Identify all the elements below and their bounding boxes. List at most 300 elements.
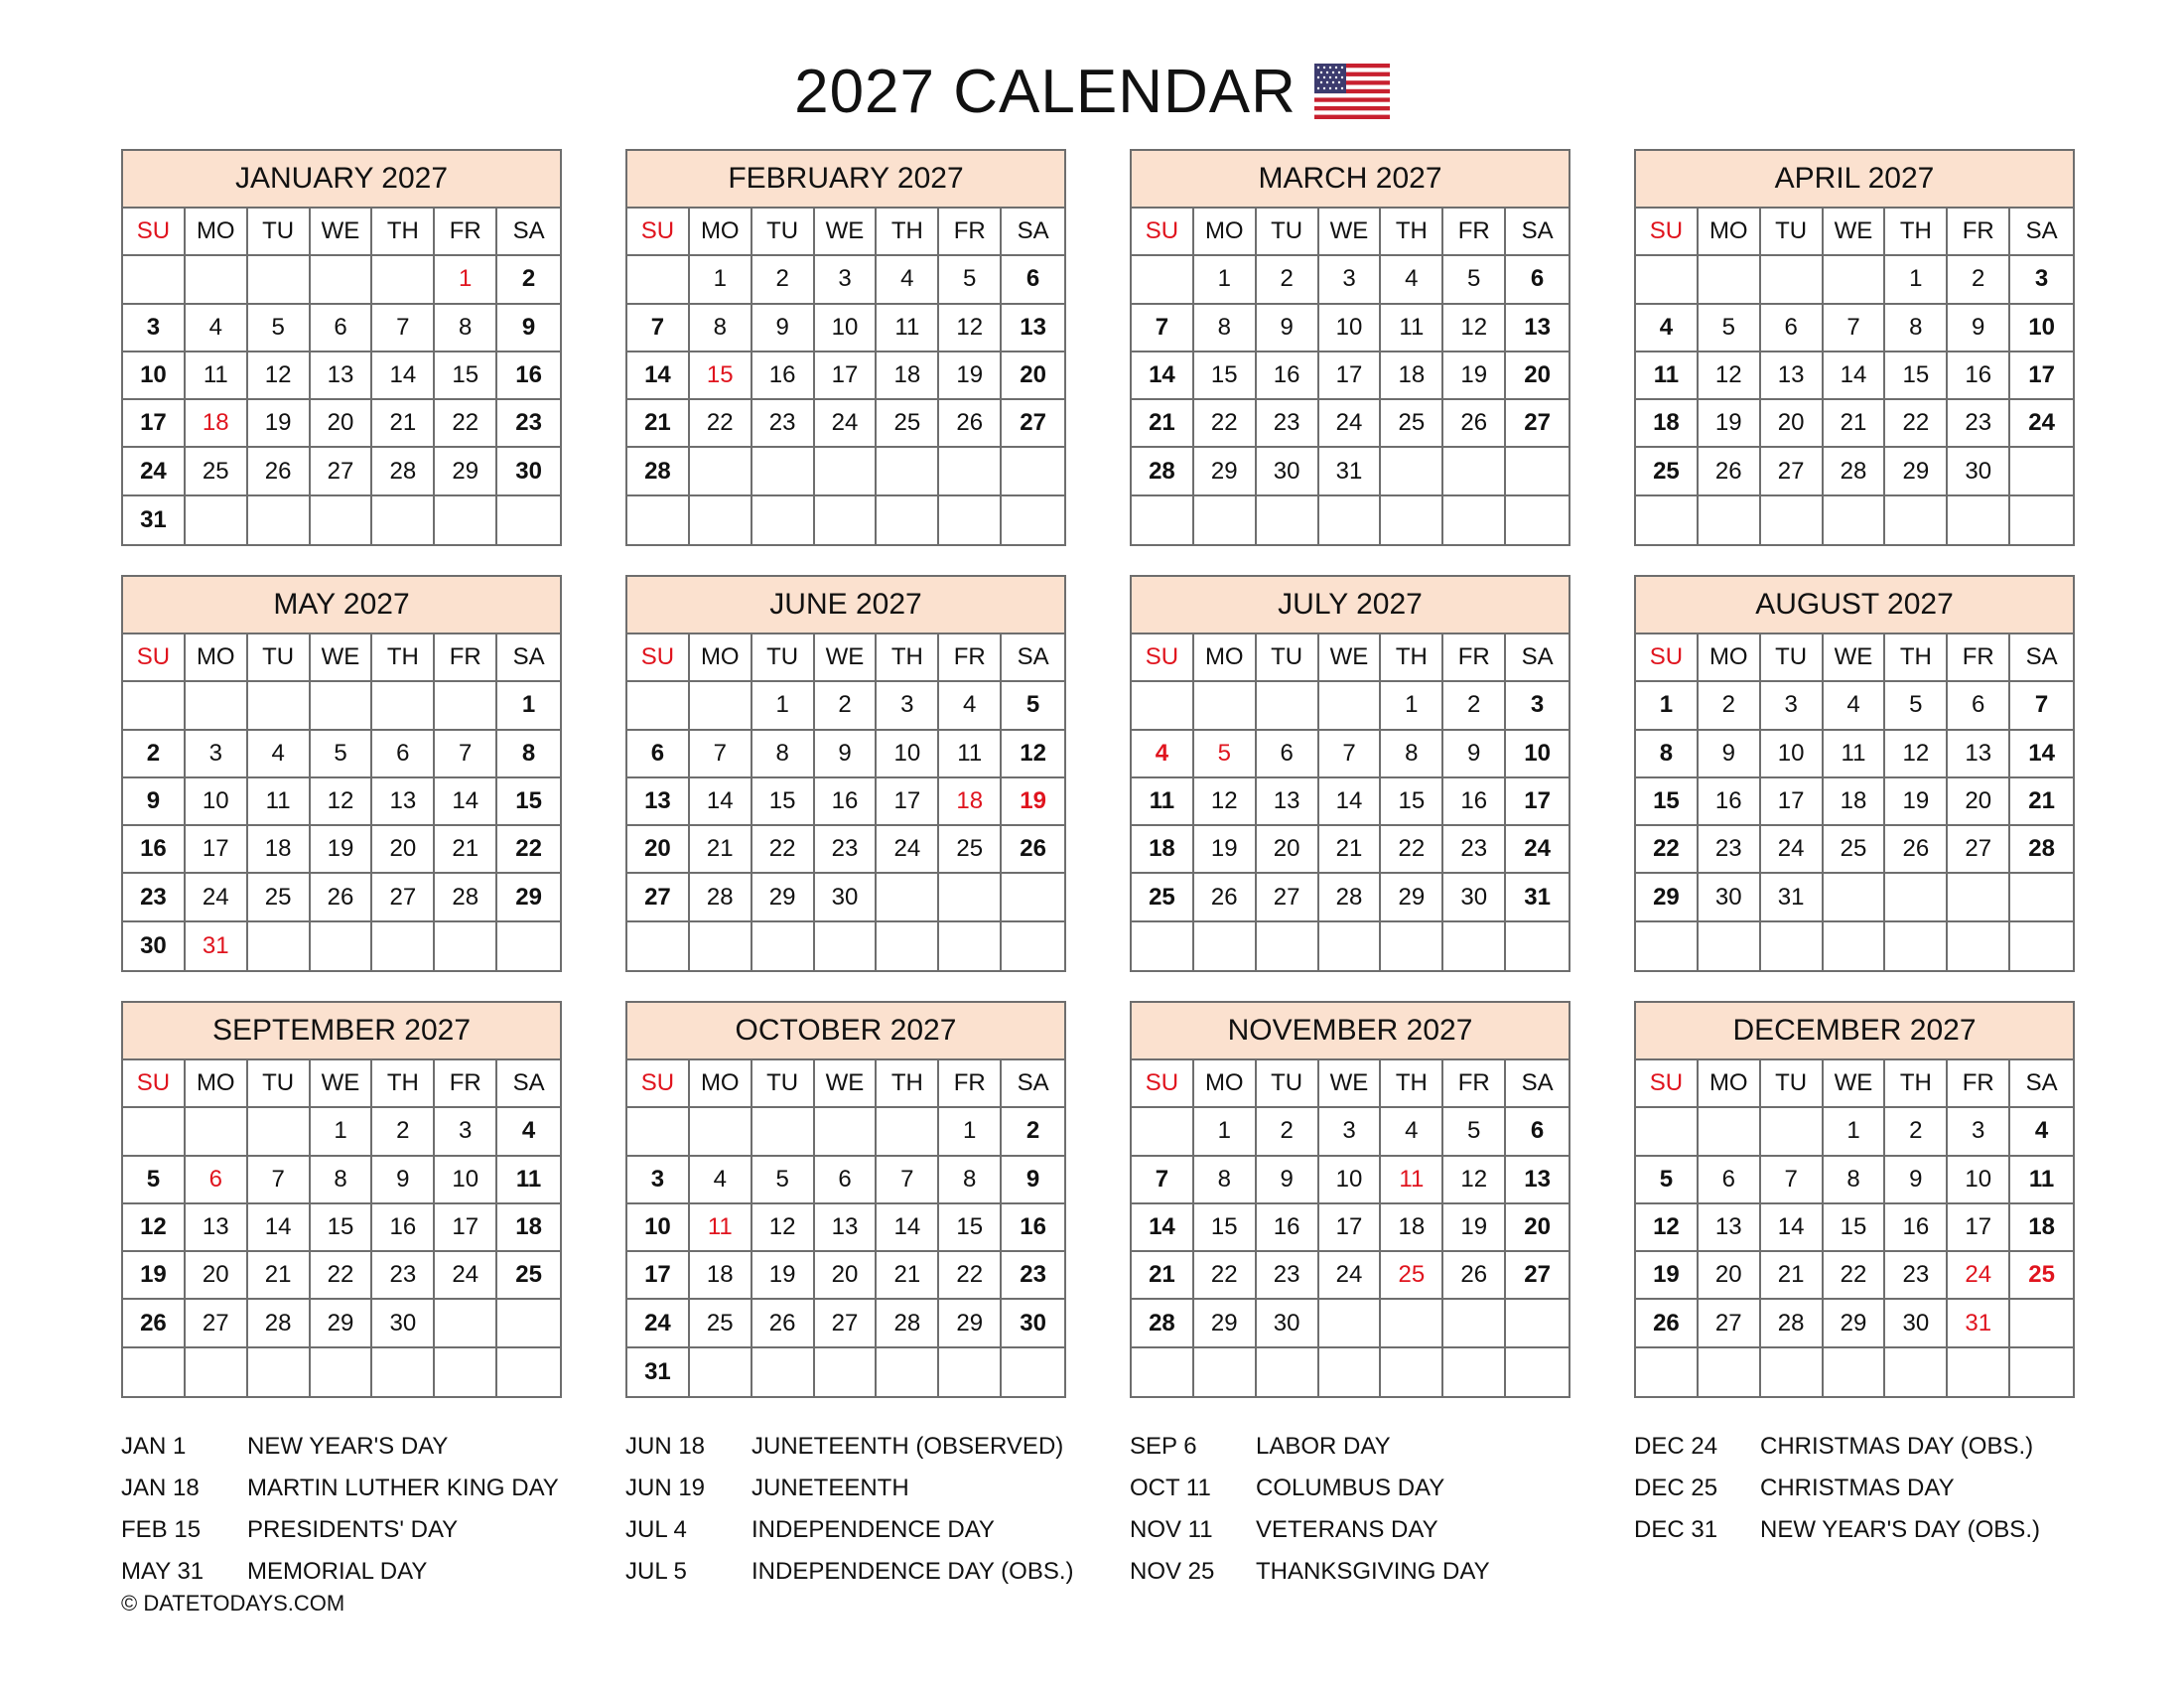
- day-cell: 20: [1761, 400, 1824, 448]
- weekday-label: FR: [939, 1060, 1002, 1108]
- weekday-label: TH: [1885, 1060, 1948, 1108]
- day-cell: 7: [690, 731, 752, 778]
- day-cell: 30: [372, 1300, 435, 1347]
- day-cell: 12: [311, 778, 373, 826]
- day-cell: 18: [1132, 826, 1194, 874]
- empty-day-cell: [248, 1348, 311, 1396]
- holiday-name: JUNETEENTH (OBSERVED): [751, 1433, 1064, 1460]
- day-cell: 3: [123, 305, 186, 352]
- day-cell: 13: [186, 1204, 248, 1252]
- day-cell: 2: [752, 256, 815, 304]
- empty-day-cell: [123, 256, 186, 304]
- day-cell: 22: [311, 1252, 373, 1300]
- empty-day-cell: [311, 496, 373, 544]
- day-cell: 3: [1948, 1108, 2010, 1156]
- day-cell: 9: [1002, 1157, 1064, 1204]
- day-cell: 1: [1381, 682, 1443, 730]
- empty-day-cell: [1443, 496, 1506, 544]
- empty-day-cell: [1257, 496, 1319, 544]
- day-cell: 13: [1506, 1157, 1569, 1204]
- empty-day-cell: [815, 1348, 878, 1396]
- day-cell: 21: [627, 400, 690, 448]
- empty-day-cell: [435, 922, 497, 970]
- day-cell: 27: [1257, 874, 1319, 921]
- day-cell: 10: [186, 778, 248, 826]
- empty-day-cell: [627, 1108, 690, 1156]
- day-cell: 22: [1194, 1252, 1257, 1300]
- holiday-name: JUNETEENTH: [751, 1475, 909, 1501]
- day-cell: 31: [1948, 1300, 2010, 1347]
- weekday-label: MO: [186, 634, 248, 682]
- weekday-label: TH: [877, 634, 939, 682]
- day-cell: 28: [1132, 448, 1194, 495]
- day-cell: 14: [1761, 1204, 1824, 1252]
- day-cell: 14: [372, 352, 435, 400]
- day-cell: 28: [2010, 826, 2073, 874]
- month-day-grid: [627, 634, 1064, 970]
- day-cell: 2: [1002, 1108, 1064, 1156]
- holiday-row: [1130, 1468, 1634, 1509]
- weekday-label: MO: [1194, 209, 1257, 256]
- holiday-date: SEP 6: [1130, 1433, 1197, 1460]
- day-cell: 7: [248, 1157, 311, 1204]
- day-cell: 20: [1948, 778, 2010, 826]
- day-cell: 20: [815, 1252, 878, 1300]
- empty-day-cell: [2010, 874, 2073, 921]
- holiday-name: VETERANS DAY: [1256, 1516, 1438, 1543]
- empty-day-cell: [939, 1348, 1002, 1396]
- day-cell: 25: [248, 874, 311, 921]
- day-cell: 16: [1948, 352, 2010, 400]
- empty-day-cell: [627, 496, 690, 544]
- empty-day-cell: [1002, 922, 1064, 970]
- day-cell: 17: [1319, 1204, 1382, 1252]
- day-cell: 21: [1824, 400, 1886, 448]
- weekday-label: MO: [690, 209, 752, 256]
- empty-day-cell: [248, 496, 311, 544]
- day-cell: 1: [1885, 256, 1948, 304]
- holiday-name: MEMORIAL DAY: [247, 1558, 428, 1585]
- empty-day-cell: [1636, 256, 1699, 304]
- day-cell: 23: [1443, 826, 1506, 874]
- day-cell: 5: [123, 1157, 186, 1204]
- day-cell: 25: [186, 448, 248, 495]
- empty-day-cell: [248, 922, 311, 970]
- day-cell: 5: [939, 256, 1002, 304]
- weekday-label: SA: [1002, 1060, 1064, 1108]
- day-cell: 27: [1002, 400, 1064, 448]
- day-cell: 30: [1443, 874, 1506, 921]
- empty-day-cell: [815, 922, 878, 970]
- day-cell: 27: [1761, 448, 1824, 495]
- day-cell: 21: [1132, 400, 1194, 448]
- day-cell: 15: [939, 1204, 1002, 1252]
- empty-day-cell: [1132, 922, 1194, 970]
- day-cell: 13: [372, 778, 435, 826]
- day-cell: 7: [1132, 1157, 1194, 1204]
- day-cell: 21: [1319, 826, 1382, 874]
- day-cell: 5: [752, 1157, 815, 1204]
- weekday-label: TU: [248, 1060, 311, 1108]
- empty-day-cell: [2010, 496, 2073, 544]
- day-cell: 8: [1194, 1157, 1257, 1204]
- day-cell: 28: [690, 874, 752, 921]
- day-cell: 29: [1885, 448, 1948, 495]
- day-cell: 14: [877, 1204, 939, 1252]
- day-cell: 4: [690, 1157, 752, 1204]
- day-cell: 15: [1381, 778, 1443, 826]
- day-cell: 3: [815, 256, 878, 304]
- day-cell: 13: [627, 778, 690, 826]
- day-cell: 2: [1699, 682, 1761, 730]
- holiday-row: [121, 1426, 625, 1468]
- empty-day-cell: [1636, 1108, 1699, 1156]
- day-cell: 9: [1257, 1157, 1319, 1204]
- day-cell: 21: [248, 1252, 311, 1300]
- day-cell: 20: [372, 826, 435, 874]
- empty-day-cell: [1699, 496, 1761, 544]
- day-cell: 13: [1761, 352, 1824, 400]
- day-cell: 2: [1885, 1108, 1948, 1156]
- day-cell: 16: [497, 352, 560, 400]
- day-cell: 12: [1885, 731, 1948, 778]
- day-cell: 30: [1699, 874, 1761, 921]
- day-cell: 20: [1699, 1252, 1761, 1300]
- day-cell: 9: [1948, 305, 2010, 352]
- day-cell: 5: [1885, 682, 1948, 730]
- day-cell: 2: [372, 1108, 435, 1156]
- day-cell: 26: [1194, 874, 1257, 921]
- day-cell: 24: [1761, 826, 1824, 874]
- empty-day-cell: [497, 496, 560, 544]
- day-cell: 19: [939, 352, 1002, 400]
- day-cell: 7: [877, 1157, 939, 1204]
- day-cell: 4: [1381, 256, 1443, 304]
- empty-day-cell: [1885, 496, 1948, 544]
- day-cell: 19: [248, 400, 311, 448]
- day-cell: 12: [123, 1204, 186, 1252]
- empty-day-cell: [877, 496, 939, 544]
- day-cell: 10: [627, 1204, 690, 1252]
- day-cell: 3: [1506, 682, 1569, 730]
- day-cell: 16: [815, 778, 878, 826]
- day-cell: 5: [1002, 682, 1064, 730]
- day-cell: 9: [1885, 1157, 1948, 1204]
- weekday-label: SU: [627, 209, 690, 256]
- empty-day-cell: [1948, 922, 2010, 970]
- weekday-label: TU: [248, 209, 311, 256]
- empty-day-cell: [1824, 1348, 1886, 1396]
- empty-day-cell: [690, 496, 752, 544]
- day-cell: 30: [123, 922, 186, 970]
- weekday-label: SA: [497, 209, 560, 256]
- empty-day-cell: [186, 1348, 248, 1396]
- day-cell: 13: [1002, 305, 1064, 352]
- empty-day-cell: [311, 1348, 373, 1396]
- day-cell: 26: [1443, 1252, 1506, 1300]
- empty-day-cell: [1319, 1300, 1382, 1347]
- day-cell: 31: [1761, 874, 1824, 921]
- day-cell: 4: [939, 682, 1002, 730]
- weekday-label: TU: [1761, 209, 1824, 256]
- month-calendar: [1634, 1001, 2075, 1398]
- empty-day-cell: [186, 496, 248, 544]
- holiday-row: [1634, 1509, 2138, 1551]
- day-cell: 20: [1506, 1204, 1569, 1252]
- empty-day-cell: [877, 1108, 939, 1156]
- day-cell: 24: [1948, 1252, 2010, 1300]
- weekday-label: TU: [1257, 209, 1319, 256]
- day-cell: 25: [1636, 448, 1699, 495]
- month-day-grid: [123, 1060, 560, 1396]
- day-cell: 1: [1194, 1108, 1257, 1156]
- empty-day-cell: [497, 1348, 560, 1396]
- weekday-label: SU: [1636, 209, 1699, 256]
- weekday-label: FR: [1443, 209, 1506, 256]
- day-cell: 8: [1824, 1157, 1886, 1204]
- weekday-label: SA: [2010, 634, 2073, 682]
- day-cell: 4: [248, 731, 311, 778]
- empty-day-cell: [1699, 1348, 1761, 1396]
- day-cell: 21: [372, 400, 435, 448]
- holiday-date: DEC 25: [1634, 1475, 1718, 1501]
- month-title: JANUARY 2027: [123, 151, 560, 209]
- day-cell: 11: [248, 778, 311, 826]
- day-cell: 8: [1381, 731, 1443, 778]
- day-cell: 14: [248, 1204, 311, 1252]
- day-cell: 23: [815, 826, 878, 874]
- day-cell: 22: [497, 826, 560, 874]
- day-cell: 7: [627, 305, 690, 352]
- day-cell: 20: [186, 1252, 248, 1300]
- holiday-name: NEW YEAR'S DAY (OBS.): [1760, 1516, 2040, 1543]
- day-cell: 7: [435, 731, 497, 778]
- empty-day-cell: [1506, 922, 1569, 970]
- day-cell: 13: [1699, 1204, 1761, 1252]
- day-cell: 18: [1381, 352, 1443, 400]
- day-cell: 29: [1381, 874, 1443, 921]
- day-cell: 7: [1132, 305, 1194, 352]
- day-cell: 17: [815, 352, 878, 400]
- day-cell: 28: [1761, 1300, 1824, 1347]
- day-cell: 21: [877, 1252, 939, 1300]
- day-cell: 5: [1699, 305, 1761, 352]
- day-cell: 31: [627, 1348, 690, 1396]
- weekday-label: SU: [123, 209, 186, 256]
- day-cell: 23: [1948, 400, 2010, 448]
- weekday-label: SA: [1506, 1060, 1569, 1108]
- day-cell: 21: [435, 826, 497, 874]
- empty-day-cell: [815, 496, 878, 544]
- holiday-column: [1130, 1426, 1634, 1593]
- empty-day-cell: [1002, 874, 1064, 921]
- day-cell: 15: [1885, 352, 1948, 400]
- day-cell: 8: [1636, 731, 1699, 778]
- weekday-label: TH: [372, 209, 435, 256]
- month-calendar: [625, 149, 1066, 546]
- empty-day-cell: [497, 1300, 560, 1347]
- day-cell: 17: [1319, 352, 1382, 400]
- empty-day-cell: [1636, 1348, 1699, 1396]
- month-calendar: [1634, 149, 2075, 546]
- day-cell: 28: [627, 448, 690, 495]
- holiday-date: JUN 18: [625, 1433, 706, 1460]
- day-cell: 23: [1257, 1252, 1319, 1300]
- day-cell: 15: [1194, 352, 1257, 400]
- day-cell: 12: [248, 352, 311, 400]
- day-cell: 20: [1506, 352, 1569, 400]
- day-cell: 24: [627, 1300, 690, 1347]
- day-cell: 12: [1002, 731, 1064, 778]
- day-cell: 9: [815, 731, 878, 778]
- day-cell: 4: [1381, 1108, 1443, 1156]
- day-cell: 17: [1948, 1204, 2010, 1252]
- day-cell: 27: [311, 448, 373, 495]
- holiday-date: JUN 19: [625, 1475, 706, 1501]
- day-cell: 3: [2010, 256, 2073, 304]
- day-cell: 9: [1699, 731, 1761, 778]
- weekday-label: WE: [1824, 209, 1886, 256]
- weekday-label: WE: [311, 1060, 373, 1108]
- holiday-row: [625, 1551, 1130, 1593]
- weekday-label: TU: [752, 1060, 815, 1108]
- empty-day-cell: [877, 922, 939, 970]
- day-cell: 28: [248, 1300, 311, 1347]
- empty-day-cell: [1948, 496, 2010, 544]
- empty-day-cell: [627, 682, 690, 730]
- empty-day-cell: [435, 1348, 497, 1396]
- empty-day-cell: [311, 922, 373, 970]
- month-day-grid: [627, 1060, 1064, 1396]
- empty-day-cell: [939, 922, 1002, 970]
- weekday-label: WE: [1824, 1060, 1886, 1108]
- weekday-label: TH: [1381, 209, 1443, 256]
- empty-day-cell: [1443, 1300, 1506, 1347]
- day-cell: 17: [186, 826, 248, 874]
- day-cell: 23: [497, 400, 560, 448]
- day-cell: 13: [311, 352, 373, 400]
- empty-day-cell: [311, 682, 373, 730]
- day-cell: 9: [1443, 731, 1506, 778]
- empty-day-cell: [1194, 496, 1257, 544]
- empty-day-cell: [1636, 496, 1699, 544]
- weekday-label: FR: [939, 209, 1002, 256]
- day-cell: 22: [690, 400, 752, 448]
- day-cell: 8: [497, 731, 560, 778]
- empty-day-cell: [186, 1108, 248, 1156]
- day-cell: 29: [752, 874, 815, 921]
- day-cell: 19: [752, 1252, 815, 1300]
- day-cell: 10: [435, 1157, 497, 1204]
- weekday-label: SU: [1636, 1060, 1699, 1108]
- day-cell: 19: [1699, 400, 1761, 448]
- day-cell: 10: [1761, 731, 1824, 778]
- empty-day-cell: [877, 448, 939, 495]
- day-cell: 30: [1885, 1300, 1948, 1347]
- day-cell: 14: [1824, 352, 1886, 400]
- day-cell: 27: [627, 874, 690, 921]
- day-cell: 10: [2010, 305, 2073, 352]
- weekday-label: TU: [1257, 634, 1319, 682]
- empty-day-cell: [1761, 1108, 1824, 1156]
- weekday-label: MO: [1699, 209, 1761, 256]
- day-cell: 1: [752, 682, 815, 730]
- day-cell: 16: [1699, 778, 1761, 826]
- month-title: SEPTEMBER 2027: [123, 1003, 560, 1060]
- day-cell: 20: [627, 826, 690, 874]
- day-cell: 7: [372, 305, 435, 352]
- weekday-label: FR: [435, 634, 497, 682]
- month-calendar: [625, 1001, 1066, 1398]
- empty-day-cell: [1761, 256, 1824, 304]
- day-cell: 30: [1948, 448, 2010, 495]
- holiday-row: [1130, 1426, 1634, 1468]
- weekday-label: SU: [1132, 209, 1194, 256]
- empty-day-cell: [690, 448, 752, 495]
- month-title: JUNE 2027: [627, 577, 1064, 634]
- day-cell: 17: [1761, 778, 1824, 826]
- credit-text: © DATETODAYS.COM: [121, 1591, 345, 1616]
- empty-day-cell: [372, 682, 435, 730]
- weekday-label: TH: [372, 634, 435, 682]
- month-day-grid: [1132, 634, 1569, 970]
- weekday-label: SA: [1002, 209, 1064, 256]
- day-cell: 10: [877, 731, 939, 778]
- holiday-date: DEC 31: [1634, 1516, 1718, 1543]
- holiday-row: [625, 1426, 1130, 1468]
- empty-day-cell: [752, 922, 815, 970]
- weekday-label: SU: [627, 1060, 690, 1108]
- empty-day-cell: [752, 496, 815, 544]
- day-cell: 26: [939, 400, 1002, 448]
- empty-day-cell: [1257, 682, 1319, 730]
- empty-day-cell: [877, 874, 939, 921]
- empty-day-cell: [1761, 1348, 1824, 1396]
- holiday-date: JUL 4: [625, 1516, 687, 1543]
- day-cell: 5: [1443, 1108, 1506, 1156]
- month-calendar: [121, 149, 562, 546]
- weekday-label: WE: [1319, 1060, 1382, 1108]
- empty-day-cell: [690, 922, 752, 970]
- weekday-label: WE: [815, 1060, 878, 1108]
- day-cell: 11: [1381, 305, 1443, 352]
- day-cell: 11: [2010, 1157, 2073, 1204]
- empty-day-cell: [1319, 496, 1382, 544]
- weekday-label: FR: [1948, 1060, 2010, 1108]
- empty-day-cell: [1194, 1348, 1257, 1396]
- empty-day-cell: [1194, 682, 1257, 730]
- weekday-label: SA: [1002, 634, 1064, 682]
- holiday-row: [625, 1468, 1130, 1509]
- holiday-date: NOV 25: [1130, 1558, 1215, 1585]
- weekday-label: MO: [186, 1060, 248, 1108]
- day-cell: 8: [311, 1157, 373, 1204]
- empty-day-cell: [248, 682, 311, 730]
- empty-day-cell: [1761, 922, 1824, 970]
- day-cell: 6: [627, 731, 690, 778]
- weekday-label: FR: [1948, 634, 2010, 682]
- day-cell: 2: [1257, 256, 1319, 304]
- day-cell: 11: [690, 1204, 752, 1252]
- month-day-grid: [1636, 1060, 2073, 1396]
- holiday-date: OCT 11: [1130, 1475, 1211, 1501]
- holiday-row: [1634, 1426, 2138, 1468]
- day-cell: 19: [311, 826, 373, 874]
- day-cell: 23: [1002, 1252, 1064, 1300]
- day-cell: 2: [1257, 1108, 1319, 1156]
- day-cell: 26: [1002, 826, 1064, 874]
- day-cell: 24: [1506, 826, 1569, 874]
